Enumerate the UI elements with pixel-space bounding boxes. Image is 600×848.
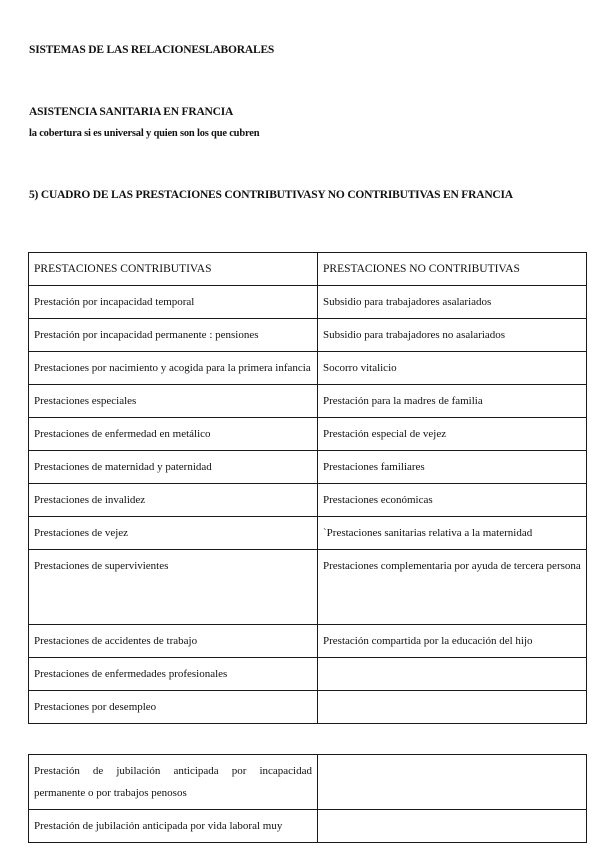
column-header-no-contributivas: PRESTACIONES NO CONTRIBUTIVAS xyxy=(318,253,587,286)
table-cell: Prestaciones de enfermedad en metálico xyxy=(29,418,318,451)
table-cell: Socorro vitalicio xyxy=(318,352,587,385)
table-cell: Prestaciones familiares xyxy=(318,451,587,484)
table-cell: Prestación de jubilación anticipada por incapacidad permanente o por trabajos penosos xyxy=(29,755,318,810)
jubilacion-table xyxy=(28,754,587,843)
table-cell xyxy=(318,658,587,691)
table-cell: Prestaciones de vejez xyxy=(29,517,318,550)
document-title: SISTEMAS DE LAS RELACIONESLABORALES xyxy=(29,44,275,56)
table-cell: Subsidio para trabajadores asalariados xyxy=(318,286,587,319)
table-cell: Prestaciones de accidentes de trabajo xyxy=(29,625,318,658)
table-row xyxy=(29,418,587,451)
table-row xyxy=(29,550,587,625)
table-cell xyxy=(318,810,587,843)
table-row xyxy=(29,517,587,550)
table-cell: Prestaciones por desempleo xyxy=(29,691,318,724)
table-row xyxy=(29,385,587,418)
prestaciones-table xyxy=(28,252,587,724)
table-cell: Prestaciones complementaria por ayuda de tercera persona xyxy=(318,550,587,625)
table-cell: Prestaciones de supervivientes xyxy=(29,550,318,625)
table-row xyxy=(29,810,587,843)
table-cell: Prestación compartida por la educación del hijo xyxy=(318,625,587,658)
table-row xyxy=(29,755,587,810)
table-row xyxy=(29,352,587,385)
table-cell xyxy=(318,691,587,724)
table-cell: Prestación por incapacidad permanente : pensiones xyxy=(29,319,318,352)
table-header-row xyxy=(29,253,587,286)
table-cell: Prestaciones económicas xyxy=(318,484,587,517)
table-cell: Prestación de jubilación anticipada por vida laboral muy xyxy=(29,810,318,843)
table-row xyxy=(29,658,587,691)
table-cell: Subsidio para trabajadores no asalariados xyxy=(318,319,587,352)
table-cell: Prestación para la madres de familia xyxy=(318,385,587,418)
section-title: ASISTENCIA SANITARIA EN FRANCIA xyxy=(29,106,234,118)
table-row xyxy=(29,625,587,658)
table-cell: `Prestaciones sanitarias relativa a la maternidad xyxy=(318,517,587,550)
table-cell: Prestación por incapacidad temporal xyxy=(29,286,318,319)
section-subtitle: la cobertura si es universal y quien son los que cubren xyxy=(29,128,260,139)
table-cell: Prestaciones especiales xyxy=(29,385,318,418)
table-row xyxy=(29,484,587,517)
table-cell: Prestaciones de enfermedades profesionales xyxy=(29,658,318,691)
table-cell xyxy=(318,755,587,810)
table-row xyxy=(29,286,587,319)
table-row xyxy=(29,319,587,352)
table-cell: Prestación especial de vejez xyxy=(318,418,587,451)
table-row xyxy=(29,451,587,484)
table-cell: Prestaciones por nacimiento y acogida para la primera infancia xyxy=(29,352,318,385)
column-header-contributivas: PRESTACIONES CONTRIBUTIVAS xyxy=(29,253,318,286)
table-cell: Prestaciones de maternidad y paternidad xyxy=(29,451,318,484)
table-cell: Prestaciones de invalidez xyxy=(29,484,318,517)
table-heading: 5) CUADRO DE LAS PRESTACIONES CONTRIBUTIVASY NO CONTRIBUTIVAS EN FRANCIA xyxy=(29,189,513,201)
table-row xyxy=(29,691,587,724)
